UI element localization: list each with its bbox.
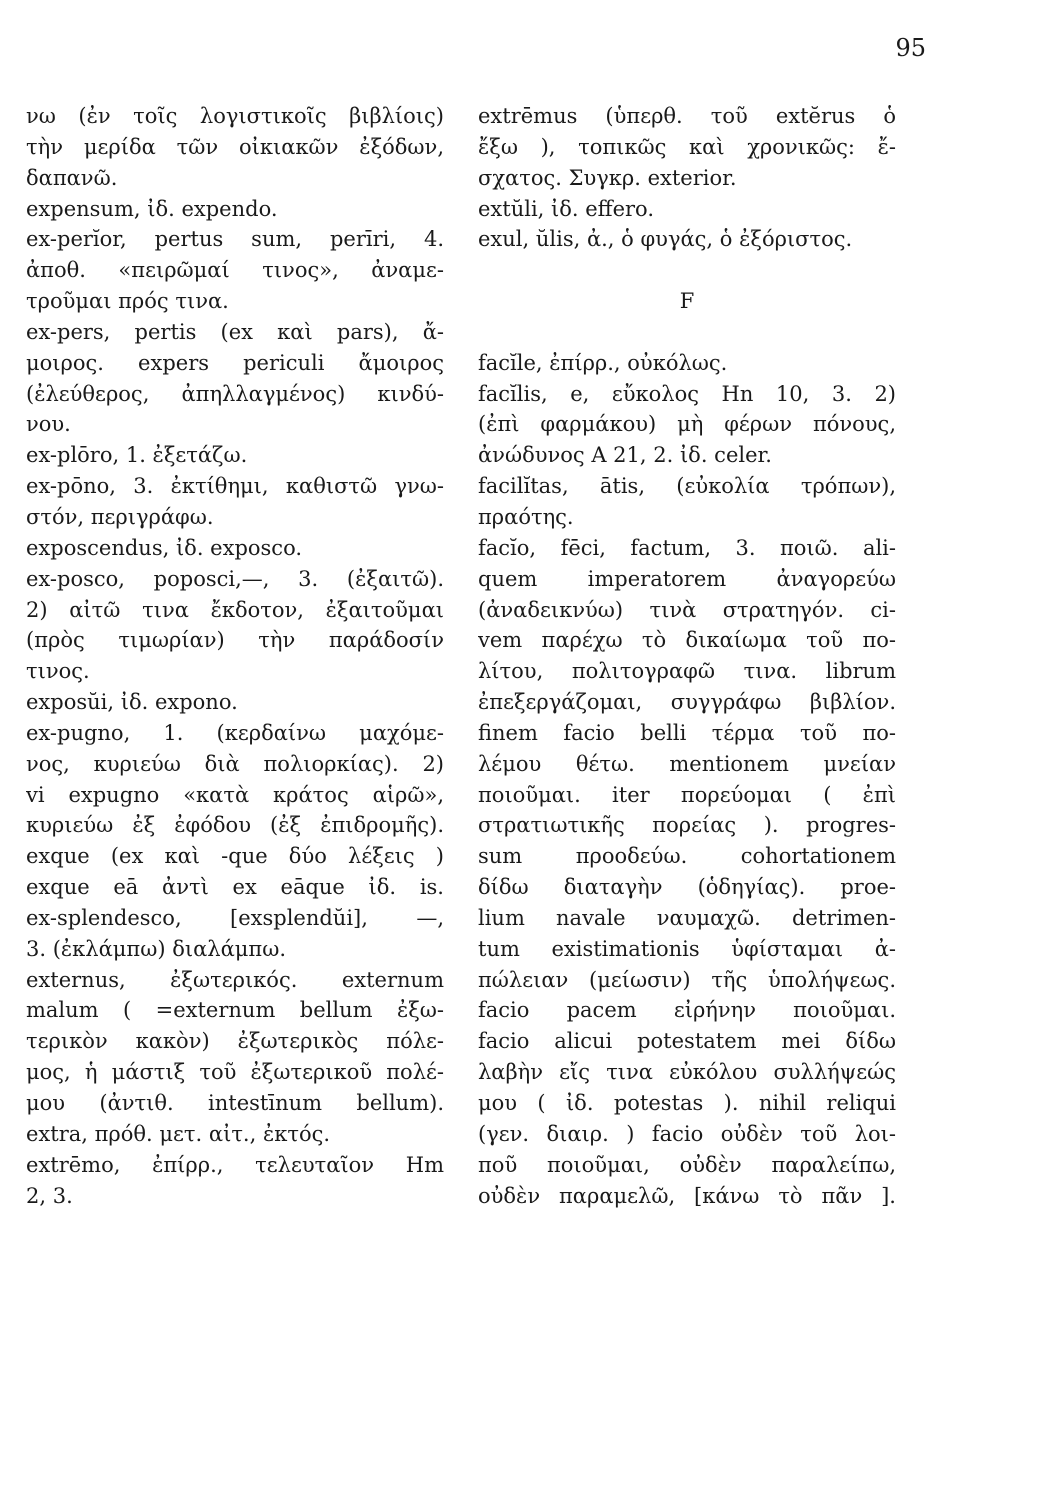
entry-line: exque (ex καὶ -que δύο λέξεις )	[26, 844, 444, 869]
entry-line: extra, πρόθ. μετ. αἰτ., ἐκτός.	[26, 1121, 331, 1146]
entry-line: στρατιωτικῆς πορείας ). progres-	[478, 813, 896, 838]
entry-line: quem imperatorem ἀναγορεύω	[478, 566, 896, 591]
entry-line: lium navale ναυμαχῶ. detrimen-	[478, 905, 896, 930]
entry-line: κυριεύω ἐξ ἐφόδου (ἐξ ἐπιδρομῆς).	[26, 813, 444, 838]
entry-line: ex-pers, pertis (ex καὶ pars), ἄ-	[26, 319, 444, 344]
entry-line: νος, κυριεύω διὰ πολιορκίας). 2)	[26, 751, 444, 776]
entry-line: ποῦ ποιοῦμαι, οὐδὲν παραλείπω,	[478, 1152, 896, 1177]
entry-line: exposŭi, ἰδ. expono.	[26, 690, 238, 715]
entry-line: exul, ŭlis, ἀ., ὁ φυγάς, ὁ ἐξόριστος.	[478, 227, 853, 252]
entry-line: νου.	[26, 412, 71, 437]
entry-line: facĭle, ἐπίρρ., οὐκόλως.	[478, 350, 728, 375]
entry-line: vem παρέχω τὸ δικαίωμα τοῦ πο-	[478, 628, 896, 653]
entry-line: ex-perĭor, pertus sum, perīri, 4.	[26, 227, 444, 252]
entry-line: ex-splendesco, [exsplendŭi], —,	[26, 905, 444, 930]
entry-line: σχατος. Συγκρ. exterior.	[478, 165, 737, 190]
entry-line: μος, ἡ μάστιξ τοῦ ἐξωτερικοῦ πολέ-	[26, 1060, 444, 1085]
entry-line: (ἐπὶ φαρμάκου) μὴ φέρων πόνους,	[478, 412, 896, 437]
entry-line: 2, 3.	[26, 1183, 73, 1208]
entry-line: externus, ἐξωτερικός. externum	[26, 967, 444, 992]
entry-line: νω (ἐν τοῖς λογιστικοῖς βιβλίοις)	[26, 104, 444, 128]
entry-line: (ἀναδεικνύω) τινὰ στρατηγόν. ci-	[478, 597, 896, 622]
entry-line	[478, 317, 896, 348]
entry-line: (γεν. διαιρ. ) facio οὐδὲν τοῦ λοι-	[478, 1121, 896, 1146]
entry-line: (ἐλεύθερος, ἀπηλλαγμένος) κινδύ-	[26, 381, 444, 406]
entry-line: tum existimationis ὑφίσταμαι ἀ-	[478, 936, 896, 961]
entry-line: expensum, ἰδ. expendo.	[26, 196, 278, 221]
entry-line: ἀποθ. «πειρῶμαί τινος», ἀναμε-	[26, 258, 444, 283]
entry-line: ἀνώδυνος A 21, 2. ἰδ. celer.	[478, 443, 772, 468]
left-column	[26, 101, 444, 1211]
entry-line: (πρὸς τιμωρίαν) τὴν παράδοσίν	[26, 628, 444, 653]
entry-line: μοιρος. expers periculi ἄμοιρος	[26, 350, 444, 375]
entry-line: λέμου θέτω. mentionem μνείαν	[478, 751, 896, 776]
entry-line: ποιοῦμαι. iter πορεύομαι ( ἐπὶ	[478, 782, 896, 807]
entry-line: στόν, περιγράφω.	[26, 504, 214, 529]
entry-line: πώλειαν (μείωσιν) τῆς ὑπολήψεως.	[478, 967, 896, 992]
entry-line: ex-plōro, 1. ἐξετάζω.	[26, 443, 248, 468]
entry-line: δαπανῶ.	[26, 165, 118, 190]
entry-line: τινος.	[26, 659, 90, 684]
entry-line: τερικὸν κακὸν) ἐξωτερικὸς πόλε-	[26, 1029, 444, 1054]
entry-line: ἔξω ), τοπικῶς καὶ χρονικῶς: ἔ-	[478, 134, 896, 159]
entry-line: πραότης.	[478, 504, 574, 529]
entry-line: ex-posco, poposci,—, 3. (ἐξαιτῶ).	[26, 566, 444, 591]
entry-line: finem facio belli τέρμα τοῦ πο-	[478, 720, 896, 745]
page-number: 95	[895, 34, 926, 62]
entry-line: μου (ἀντιθ. intestīnum bellum).	[26, 1091, 444, 1115]
entry-line: facĭo, fēci, factum, 3. ποιῶ. ali-	[478, 535, 896, 560]
right-column	[478, 101, 896, 1211]
entry-line: facilĭtas, ātis, (εὐκολία τρόπων),	[478, 474, 896, 499]
entry-line: extrēmus (ὑπερθ. τοῦ extĕrus ὁ	[478, 104, 896, 128]
entry-line: malum ( =externum bellum ἐξω-	[26, 998, 444, 1023]
entry-line: ἐπεξεργάζομαι, συγγράφω βιβλίον.	[478, 690, 896, 715]
entry-line: vi expugno «κατὰ κράτος αἱρῶ»,	[26, 782, 444, 807]
entry-line: extrēmo, ἐπίρρ., τελευταῖον Hm	[26, 1152, 444, 1177]
entry-line: 3. (ἐκλάμπω) διαλάμπω.	[26, 936, 287, 961]
entry-line: λαβὴν εἴς τινα εὐκόλου συλλήψεώς	[478, 1060, 896, 1085]
entry-line: τὴν μερίδα τῶν οἰκιακῶν ἐξόδων,	[26, 134, 444, 159]
entry-line: 2) αἰτῶ τινα ἔκδοτον, ἐξαιτοῦμαι	[26, 597, 444, 622]
entry-line: μου ( ἰδ. potestas ). nihil reliqui	[478, 1091, 896, 1115]
entry-line: τροῦμαι πρός τινα.	[26, 289, 229, 314]
entry-line: ex-pōno, 3. ἐκτίθημι, καθιστῶ γνω-	[26, 474, 444, 499]
entry-line: facio alicui potestatem mei δίδω	[478, 1029, 896, 1054]
entry-line	[478, 255, 896, 286]
section-letter: F	[679, 289, 695, 314]
entry-line: ex-pugno, 1. (κερδαίνω μαχόμε-	[26, 720, 444, 745]
entry-line: facio pacem εἰρήνην ποιοῦμαι.	[478, 998, 896, 1023]
entry-line: exque eā ἀντὶ ex eāque ἰδ. is.	[26, 875, 444, 900]
entry-line: sum προοδεύω. cohortationem	[478, 844, 896, 869]
entry-line: facĭlis, e, εὔκολος Hn 10, 3. 2)	[478, 381, 896, 406]
entry-line: λίτου, πολιτογραφῶ τινα. librum	[478, 659, 896, 684]
entry-line: extŭli, ἰδ. effero.	[478, 196, 655, 221]
entry-line: exposcendus, ἰδ. exposco.	[26, 535, 303, 560]
entry-line: οὐδὲν παραμελῶ, [κάνω τὸ πᾶν ].	[478, 1183, 896, 1208]
entry-line: δίδω διαταγὴν (ὁδηγίας). proe-	[478, 875, 896, 900]
